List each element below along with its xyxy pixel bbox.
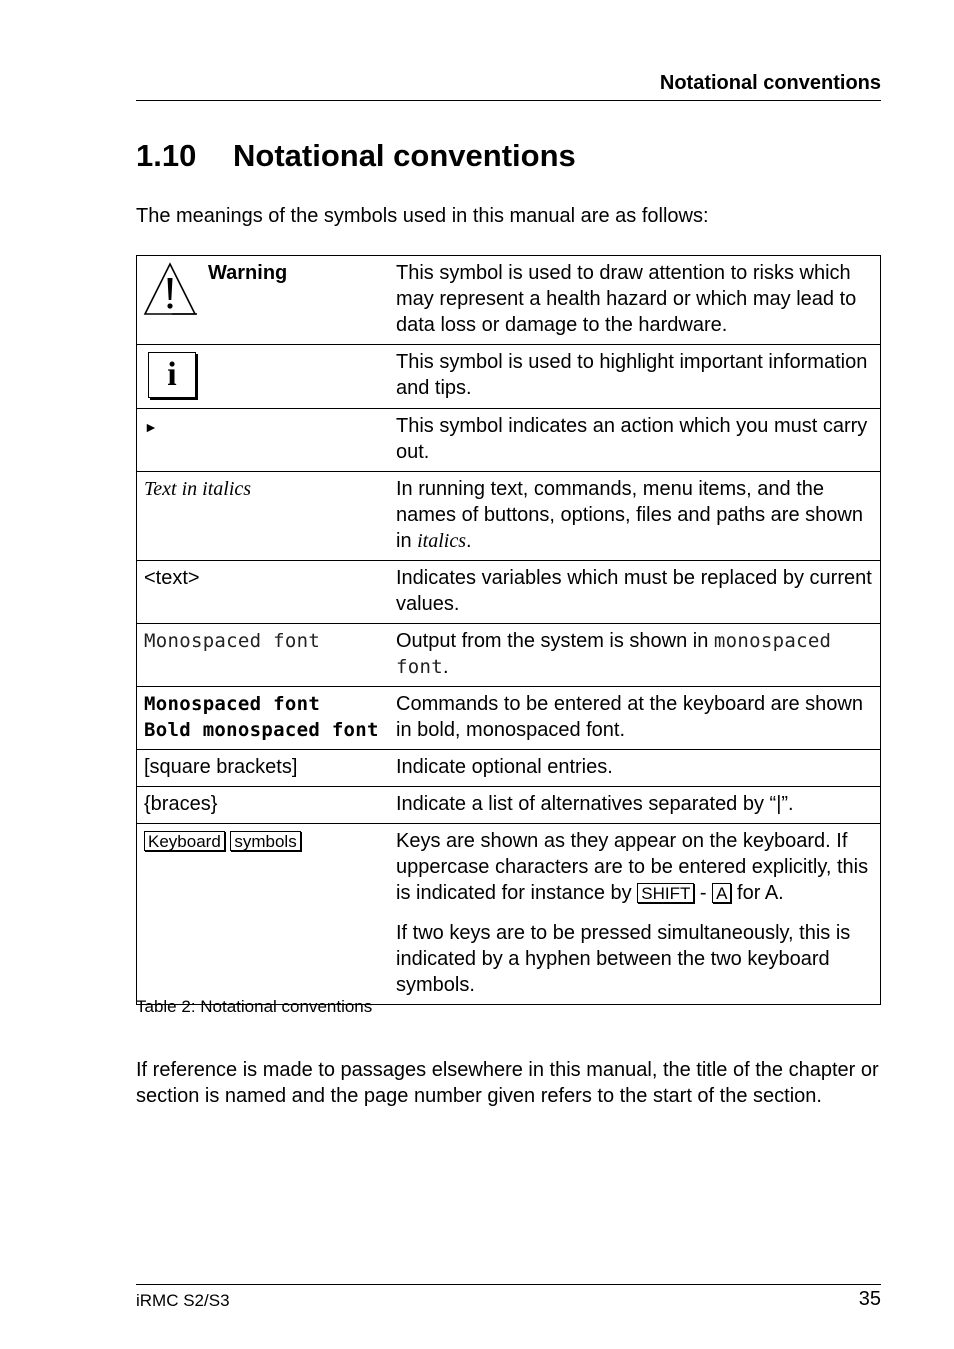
info-icon: i xyxy=(148,352,196,398)
table-row xyxy=(137,824,881,1005)
warning-label: Warning xyxy=(208,262,288,284)
table-row xyxy=(137,409,881,472)
description-cell: Keys are shown as they appear on the keyboard. If uppercase characters are to be entered explicitly, this is indicated for instance by SHIFT - A for A. If two keys are to be pressed simultaneously, this is indicated by a hyphen between the two keyboard symbols. xyxy=(390,824,881,1005)
table-caption: Table 2: Notational conventions xyxy=(136,997,373,1016)
monospaced-example: Monospaced font xyxy=(144,630,321,652)
table-row xyxy=(137,345,881,409)
running-header: Notational conventions xyxy=(659,72,881,94)
symbol-cell: {braces} xyxy=(137,787,391,824)
symbol-cell xyxy=(137,687,391,750)
description-cell: Commands to be entered at the keyboard are shown in bold, monospaced font. xyxy=(390,687,881,750)
footer-product: iRMC S2/S3 xyxy=(136,1291,230,1310)
table-row xyxy=(137,561,881,624)
table-row xyxy=(137,624,881,687)
symbol-cell xyxy=(137,256,391,345)
symbol-cell: <text> xyxy=(137,561,391,624)
symbol-cell xyxy=(137,409,391,472)
symbol-cell xyxy=(137,472,391,561)
section-number: 1.10 xyxy=(136,138,197,173)
section-heading xyxy=(136,138,576,174)
bold-mono-example-1: Monospaced font xyxy=(144,693,321,715)
symbol-cell xyxy=(137,624,391,687)
table-row xyxy=(137,787,881,824)
keyboard-key-example: symbols xyxy=(230,831,300,851)
symbol-cell: [square brackets] xyxy=(137,750,391,787)
description-paragraph-2: If two keys are to be pressed simultaneously, this is indicated by a hyphen between the two keyboard symbols. xyxy=(396,922,851,996)
table-row xyxy=(137,256,881,345)
reference-paragraph: If reference is made to passages elsewhere in this manual, the title of the chapter or section is named and the page number given refers to the start of the section. xyxy=(136,1059,879,1107)
action-arrow-icon: ► xyxy=(144,419,158,435)
monospaced-word: monospaced font xyxy=(396,630,832,678)
italics-word: italics xyxy=(417,530,467,552)
notational-conventions-table xyxy=(136,255,881,1005)
description-cell: This symbol is used to highlight important information and tips. xyxy=(390,345,881,409)
italics-example: Text in italics xyxy=(144,478,252,500)
description-cell: In running text, commands, menu items, and the names of buttons, options, files and paths are shown in italics. xyxy=(390,472,881,561)
symbol-cell xyxy=(137,824,391,1005)
section-title: Notational conventions xyxy=(233,138,576,173)
header-rule xyxy=(136,100,881,101)
description-cell: This symbol is used to draw attention to risks which may represent a health hazard or which may lead to data loss or damage to the hardware. xyxy=(390,256,881,345)
page-number: 35 xyxy=(858,1288,881,1310)
description-cell: Indicate optional entries. xyxy=(390,750,881,787)
symbol-cell xyxy=(137,345,391,409)
description-cell: Output from the system is shown in monospaced font. xyxy=(390,624,881,687)
shift-key: SHIFT xyxy=(637,883,694,903)
a-key: A xyxy=(712,883,731,903)
warning-icon xyxy=(142,260,198,318)
intro-text: The meanings of the symbols used in this manual are as follows: xyxy=(136,205,709,227)
footer-rule xyxy=(136,1284,881,1285)
table-row xyxy=(137,750,881,787)
description-cell: Indicate a list of alternatives separated by “|”. xyxy=(390,787,881,824)
description-cell: This symbol indicates an action which you must carry out. xyxy=(390,409,881,472)
table-row xyxy=(137,472,881,561)
keyboard-key-example: Keyboard xyxy=(144,831,225,851)
bold-mono-example-2: Bold monospaced font xyxy=(144,719,379,741)
table-row xyxy=(137,687,881,750)
description-cell: Indicates variables which must be replaced by current values. xyxy=(390,561,881,624)
